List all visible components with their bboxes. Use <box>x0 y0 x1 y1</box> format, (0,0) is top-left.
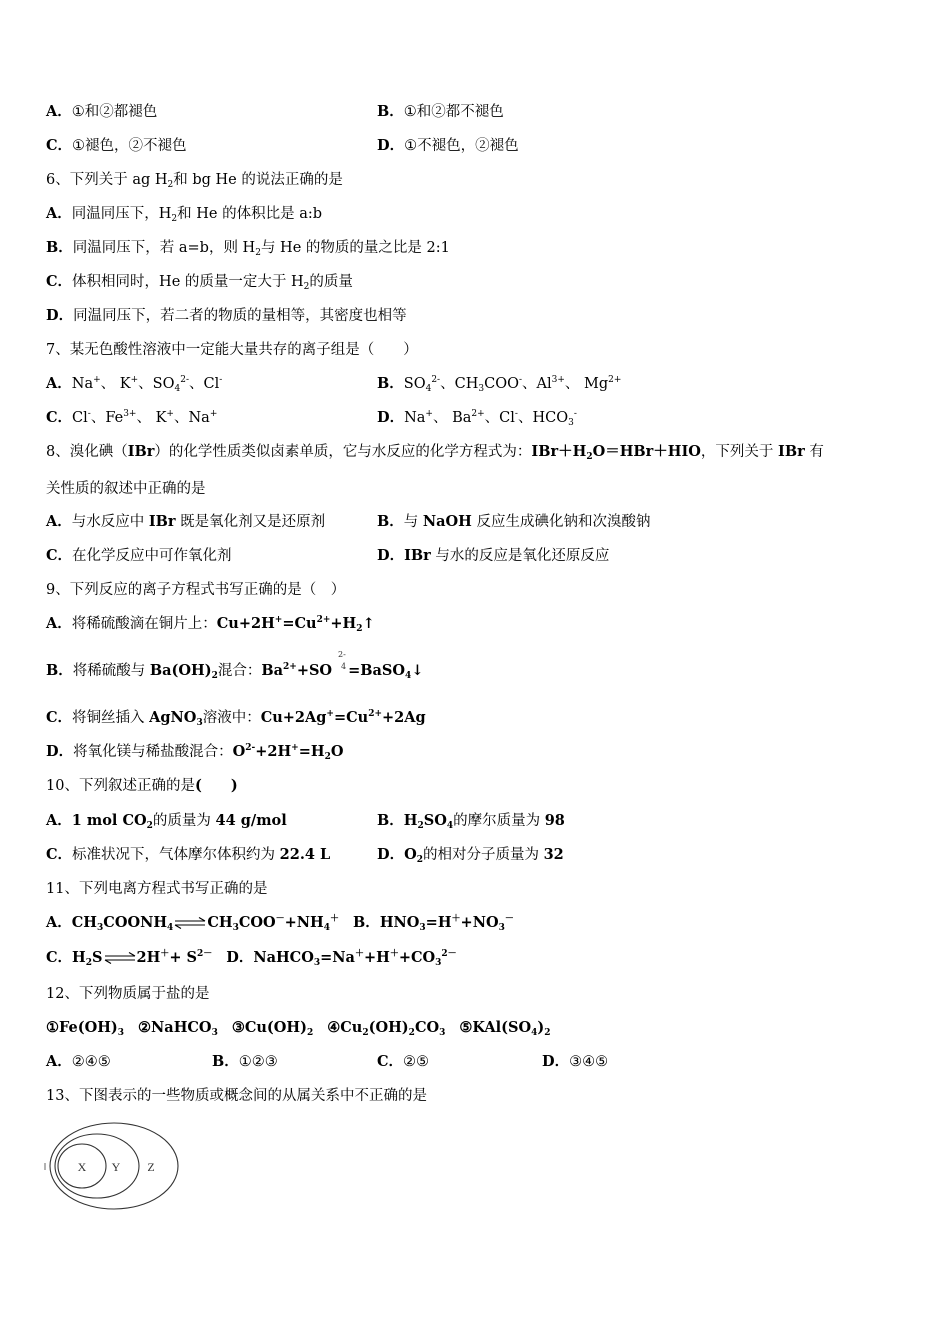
q7-option-b[interactable]: B．$SO_4^{2-}$、$CH_3COO^-$、$Al^{3+}$、 $Mg^{2+}$ <box>377 375 622 394</box>
q9-option-c[interactable]: C．将铜丝插入 AgNO$_3$溶液中：$Cu+2Ag^+=Cu^{2+}+2Ag$ <box>46 709 426 728</box>
q5-option-b[interactable]: B．①和②都不褪色 <box>377 103 504 120</box>
q5-option-d[interactable]: D．①不褪色，②褪色 <box>377 137 519 154</box>
ellipse-y <box>55 1134 139 1198</box>
q7-option-a[interactable]: A．Na+、 K+、$SO_4^{2-}$、Cl- <box>46 375 223 394</box>
q10-option-a[interactable]: A．1 mol $CO_2$的质量为 44 g/mol <box>46 812 287 831</box>
q8-option-b[interactable]: B．与 NaOH 反应生成碘化钠和次溴酸钠 <box>377 513 651 530</box>
q8-stem-line1: 8、溴化碘（IBr）的化学性质类似卤素单质，它与水反应的化学方程式为：$IBr+H_2O=HBr+HIO$，下列关于 IBr 有 <box>46 443 824 462</box>
q8-option-a[interactable]: A．与水反应中 IBr 既是氧化剂又是还原剂 <box>46 513 326 530</box>
q10-option-b[interactable]: B．$H_2SO_4$的摩尔质量为 98 <box>377 812 565 831</box>
q12-option-d[interactable]: D．③④⑤ <box>542 1053 609 1070</box>
q11-options-ab[interactable]: A．$CH_3COONH_4$ $CH_3COO^-+NH_4^+$ B．$HNO_3=H^++NO_3^-$ <box>46 914 514 933</box>
q6-option-a[interactable]: A．同温同压下，$H_2$和 He 的体积比是 a:b <box>46 205 323 224</box>
q9-option-d[interactable]: D．将氧化镁与稀盐酸混合：$O^{2-}+2H^+=H_2O$ <box>46 743 344 762</box>
q11-options-cd[interactable]: C．$H_2S$ $2H^++ S^{2-}$ D．$NaHCO_3=Na^++H^++CO_3^{2-}$ <box>46 949 457 968</box>
q12-option-c[interactable]: C．②⑤ <box>377 1053 430 1070</box>
q7-stem: 7、某无色酸性溶液中一定能大量共存的离子组是（ ） <box>46 342 418 358</box>
q8-stem-line2: 关性质的叙述中正确的是 <box>46 481 206 497</box>
q12-items: $①Fe(OH)_3$ ②NaHCO$_3$ $③Cu(OH)_2$ $④Cu_2(OH)_2CO_3$ $⑤KAl(SO_4)_2$ <box>46 1019 551 1038</box>
q12-option-a[interactable]: A．②④⑤ <box>46 1053 111 1070</box>
q10-option-c[interactable]: C．标准状况下，气体摩尔体积约为 22.4 L <box>46 846 331 863</box>
q11-stem: 11、下列电离方程式书写正确的是 <box>46 881 268 897</box>
label-x: X <box>77 1160 87 1174</box>
q7-option-c[interactable]: C．Cl-、$Fe^{3+}$、 K+、Na+ <box>46 409 218 426</box>
q9-stem: 9、下列反应的离子方程式书写正确的是（ ） <box>46 582 346 598</box>
q10-option-d[interactable]: D．$O_2$的相对分子质量为 32 <box>377 846 564 865</box>
q13-stem: 13、下图表示的一些物质或概念间的从属关系中不正确的是 <box>46 1088 427 1104</box>
q6-option-c[interactable]: C．体积相同时，He 的质量一定大于 $H_2$的质量 <box>46 273 353 292</box>
q9-b-sulfate-charge: 2- <box>338 650 346 659</box>
q9-option-b[interactable]: B．将稀硫酸与 $Ba(OH)_2$混合：$Ba^{2+}+SO$ =BaSO$_4$↓ <box>46 662 424 681</box>
q8-option-c[interactable]: C．在化学反应中可作氧化剂 <box>46 547 232 564</box>
q6-option-b[interactable]: B．同温同压下，若 a=b，则 $H_2$与 He 的物质的量之比是 2:1 <box>46 239 450 258</box>
label-z: Z <box>147 1160 155 1174</box>
q5-option-c[interactable]: C．①褪色，②不褪色 <box>46 137 187 154</box>
q10-stem: 10、下列叙述正确的是( ) <box>46 777 238 794</box>
q9-b-sulfate-subscript: 4 <box>341 662 347 671</box>
xyz-nested-ellipses-diagram <box>42 1120 182 1212</box>
q7-option-d[interactable]: D．Na+、 $Ba^{2+}$、Cl-、$HCO_3^-$ <box>377 409 577 428</box>
q8-option-d[interactable]: D．IBr 与水的反应是氧化还原反应 <box>377 547 610 564</box>
label-y: Y <box>111 1160 121 1174</box>
q6-stem: 6、下列关于 ag $H_2$和 bg He 的说法正确的是 <box>46 172 343 190</box>
reversible-arrow-icon <box>103 952 137 964</box>
q9-option-a[interactable]: A．将稀硫酸滴在铜片上：$Cu+2H^+=Cu^{2+}+H_2↑$ <box>46 615 375 634</box>
q12-option-b[interactable]: B．①②③ <box>212 1053 278 1070</box>
reversible-arrow-icon <box>173 917 207 929</box>
q12-stem: 12、下列物质属于盐的是 <box>46 986 210 1002</box>
q5-option-a[interactable]: A．①和②都褪色 <box>46 103 158 120</box>
q6-option-d[interactable]: D．同温同压下，若二者的物质的量相等，其密度也相等 <box>46 307 407 324</box>
